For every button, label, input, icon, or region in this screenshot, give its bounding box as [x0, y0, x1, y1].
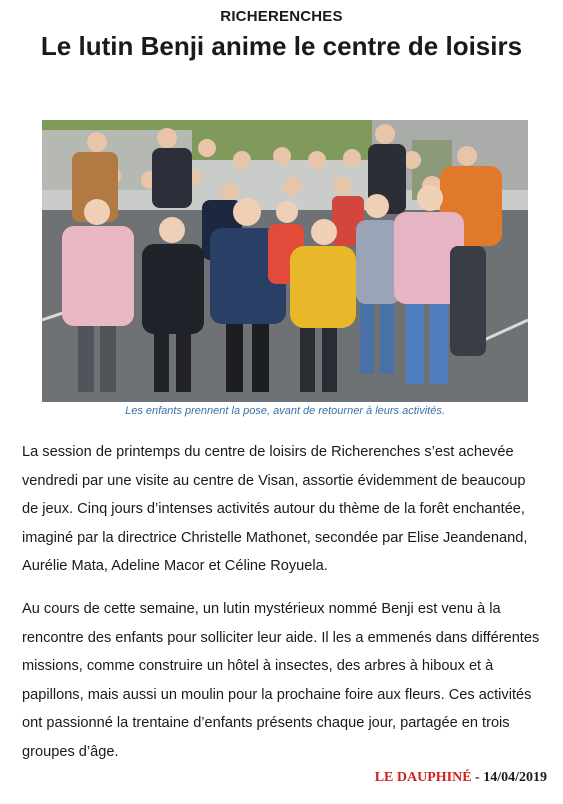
- publication-date: 14/04/2019: [483, 770, 547, 785]
- group-photo: [42, 120, 528, 402]
- section-kicker: RICHERENCHES: [220, 8, 343, 25]
- source-separator: -: [471, 770, 484, 785]
- article-paragraph: La session de printemps du centre de loisirs de Richerenches s’est achevée vendredi par une visite au centre de Visan, assortie évidemment de beaucoup de jeux. Cinq jours d’intenses activités autour du thème de la forêt enchantée, imaginé par la directrice Christelle Mathonet, secondée par Elise Jeandenand, Aurélie Mata, Adeline Macor et Céline Royuela.: [22, 444, 528, 574]
- source-line: [375, 770, 547, 786]
- photo-caption: Les enfants prennent la pose, avant de retourner à leurs activités.: [125, 405, 445, 417]
- article-headline: Le lutin Benji anime le centre de loisirs: [40, 31, 523, 61]
- article-paragraph: Au cours de cette semaine, un lutin mystérieux nommé Benji est venu à la rencontre des enfants pour solliciter leur aide. Il les a emmenés dans différentes missions, comme construire un hôtel à insectes, des arbres à hiboux et à papillons, mais aussi un moulin pour la prochaine foire aux fleurs. Ces activités ont passionné la trentaine d’enfants présents chaque jour, partagée en trois groupes d’âge.: [22, 601, 540, 760]
- publication-name: LE DAUPHINÉ: [374, 770, 472, 785]
